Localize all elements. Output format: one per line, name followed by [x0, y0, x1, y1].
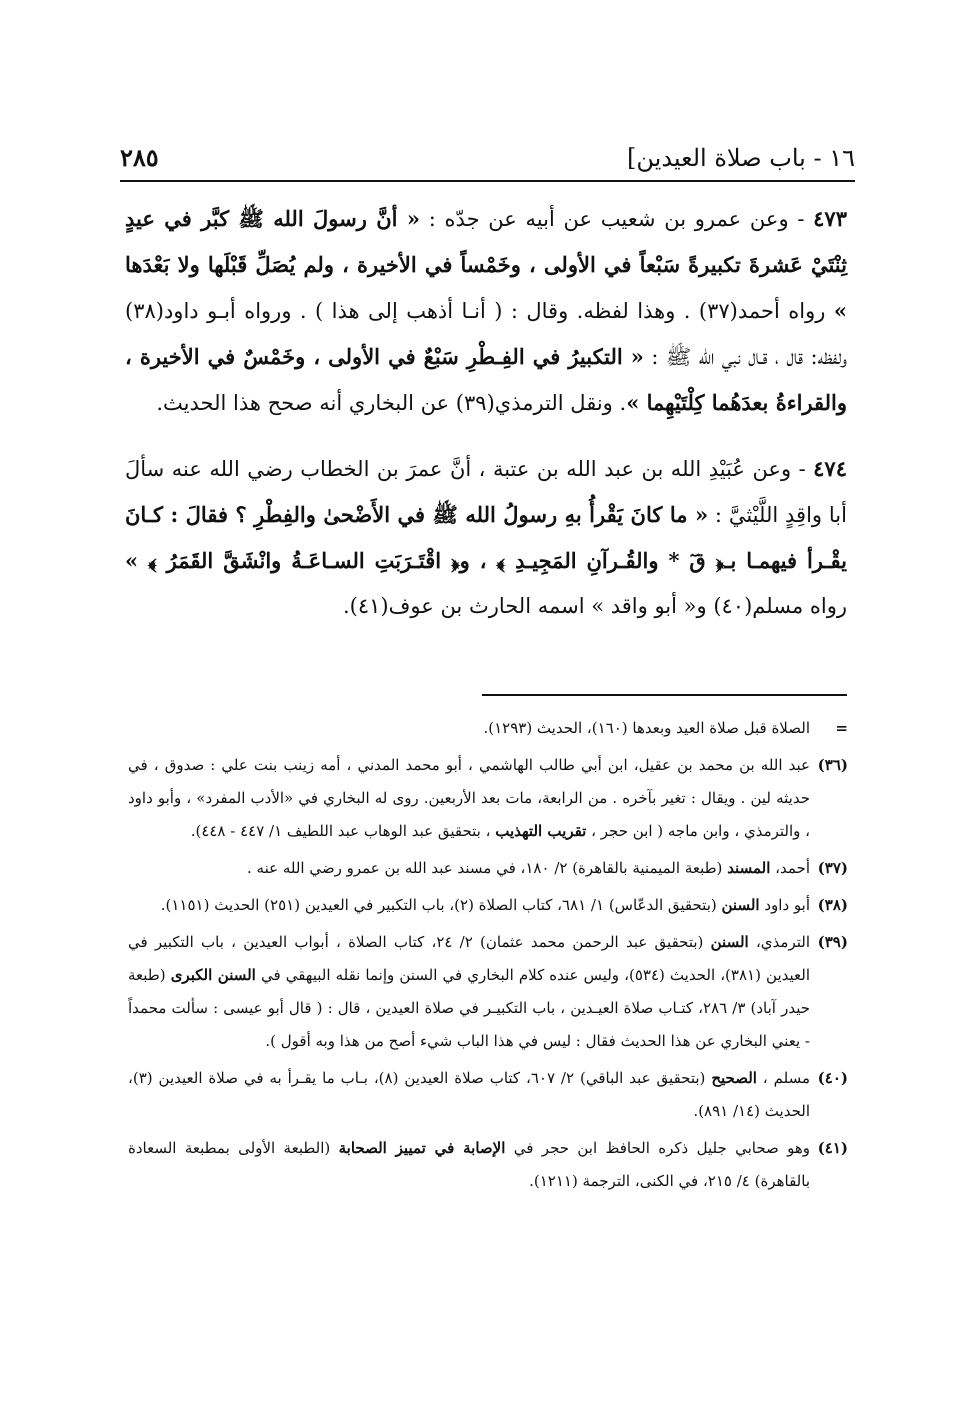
footnote-text: وهو صحابي جليل ذكره الحافظ ابن حجر في: [505, 1139, 811, 1157]
footnote-ref: (٣٨): [817, 896, 848, 914]
footnote-text: الصلاة قبل صلاة العيد وبعدها (١٦٠)، الحديث (١٢٩٣).: [483, 719, 810, 737]
footnote-ref: (٣٧): [817, 859, 848, 877]
footnote-text: (بتحقيق عبد الرحمن محمد عثمان) ٢/ ٢٤، كتاب الصلاة ، أبواب العيدين ، باب التكبير في العيدين (٣٨١)، الحديث (٥٣٤)، وليس عنده كلام البخاري في السنن وإنما نقله البيهقي في: [128, 933, 810, 984]
footnote: [128, 1132, 848, 1198]
footnote-text: مسلم ،: [756, 1069, 810, 1087]
footnote-text: أبو داود: [759, 896, 810, 914]
footnote-source-title: السنن: [710, 933, 749, 951]
hadith-matn: « التكبيرُ في الفِـطْرِ سَبْعٌ في الأولى ، وخَمْسٌ في الأخيرة ، والقراءةُ بعدَهُما كِلْتَيْهِما »: [125, 344, 847, 415]
footnote: [128, 852, 848, 885]
footnote-text: ، بتحقيق عبد الوهاب عبد اللطيف ١/ ٤٤٧ - ٤٤٨).: [190, 822, 496, 840]
footnote-ref: (٤١): [817, 1139, 849, 1157]
footnote-source-title: الصحيح: [711, 1069, 757, 1087]
header-rule: [120, 180, 855, 182]
footnote: [128, 926, 848, 1058]
page-number: ٢٨٥: [120, 143, 159, 172]
footnote-text: أحمد،: [770, 859, 810, 877]
footnote-text: الترمذي،: [748, 933, 810, 951]
footnote-source-title: الإصابة في تمييز الصحابة: [338, 1139, 506, 1157]
footnote-text: (بتحقيق الدعّاس) ١/ ٦٨١، كتاب الصلاة (٢)، باب التكبير في العيدين (٢٥١) الحديث (١١٥١).: [160, 896, 722, 914]
footnote-text: (بتحقيق عبد الباقي) ٢/ ٦٠٧، كتاب صلاة العيدين (٨)، بـاب ما يقـرأ به في صلاة العيدين (٣)، الحديث (١٤/ ٨٩١).: [128, 1069, 810, 1120]
footnote-ref: (٣٩): [817, 933, 848, 951]
footnote-source-title: السنن الكبرى: [170, 966, 256, 984]
footnote: [128, 749, 848, 848]
footnote-source-title: تقريب التهذيب: [495, 822, 587, 840]
footnotes: [128, 712, 848, 1202]
hadith-commentary: رواه أحمد(٣٧) . وهذا لفظه. وقال : ( أنـا أذهب إلى هذا ) . ورواه أبـو داود(٣٨) ولفظه: قال ، قـال نبي الله ﷺ :: [125, 299, 847, 369]
footnote-ref: (٤٠): [817, 1069, 848, 1087]
footnote: [128, 1062, 848, 1128]
hadith-narration: - وعن عُبَيْدِ الله بن عبد الله بن عتبة ، أنَّ عمرَ بن الخطاب رضي الله عنه سألَ أبا واقِدٍ اللَّيْثيَّ :: [125, 457, 847, 527]
footnote-source-title: المسند: [727, 859, 771, 877]
footnote-source-title: السنن: [721, 896, 760, 914]
footnote-ref: (٣٦): [817, 756, 848, 774]
main-text: [125, 196, 847, 649]
hadith-narration: - وعن عمرو بن شعيب عن أبيه عن جدّه :: [420, 207, 814, 231]
footnote-ref: =: [835, 719, 848, 737]
hadith-matn: « أنَّ رسولَ الله ﷺ كبَّر في عيدٍ ثِنْتَيْ عَشرةَ تكبيرةً سَبْعاً في الأولى ، وخَمْساً في الأخيرة ، ولم يُصَلِّ قَبْلَها ولا بَعْدَها »: [125, 206, 847, 323]
hadith-473: [125, 196, 847, 426]
running-title: ١٦ - باب صلاة العيدين]: [627, 144, 855, 172]
footnote-text: (طبعة الميمنية بالقاهرة) ٢/ ١٨٠، في مسند عبد الله بن عمرو رضي الله عنه .: [247, 859, 728, 877]
hadith-commentary: . ونقل الترمذي(٣٩) عن البخاري أنه صحح هذا الحديث.: [156, 391, 627, 415]
footnote: [128, 889, 848, 922]
hadith-474: [125, 446, 847, 629]
footnote-text: (طبعة حيدر آباد) ٣/ ٢٨٦، كتـاب صلاة العيـدين ، باب التكبيـر في صلاة العيدين ، قال : ( قال أبو عيسى : سألت محمداً - يعني البخاري عن هذا الحديث فقال : ليس في هذا الباب شيء أصح من هذا وبه أقول ).: [128, 966, 810, 1050]
footnote-text: (الطبعة الأولى بمطبعة السعادة بالقاهرة) ٤/ ٢١٥، في الكنى، الترجمة (١٢١١).: [128, 1139, 810, 1190]
hadith-matn: « ما كانَ يَقْرأُ بهِ رسولُ الله ﷺ في الأَضْحىٰ والفِطْرِ ؟ فقالَ : كـانَ يقْـرأ فيهمـا بـ﴿ قٓ * والقُـرآنِ المَجِيـدِ ﴾ ، و﴿ اقْتَـرَبَتِ السـاعَـةُ وانْشَقَّ القَمَرُ ﴾ »: [125, 502, 847, 573]
hadith-number: ٤٧٣: [813, 206, 847, 231]
footnote-text: عبد الله بن محمد بن عقيل، ابن أبي طالب الهاشمي ، أبو محمد المدني ، أمه زينب بنت علي : صدوق ، في حديثه لين . ويقال : تغير بآخره . من الرابعة، مات بعد الأربعين. روى له البخاري في «الأدب المفرد» ، وأبو داود ، والترمذي ، وابن ماجه ( ابن حجر ،: [128, 756, 810, 840]
footnote: [128, 712, 848, 745]
hadith-commentary: رواه مسلم(٤٠) و« أبو واقد » اسمه الحارث بن عوف(٤١).: [342, 594, 847, 618]
hadith-number: ٤٧٤: [813, 456, 847, 481]
footnote-rule: [482, 694, 847, 696]
page-header: [120, 138, 855, 178]
